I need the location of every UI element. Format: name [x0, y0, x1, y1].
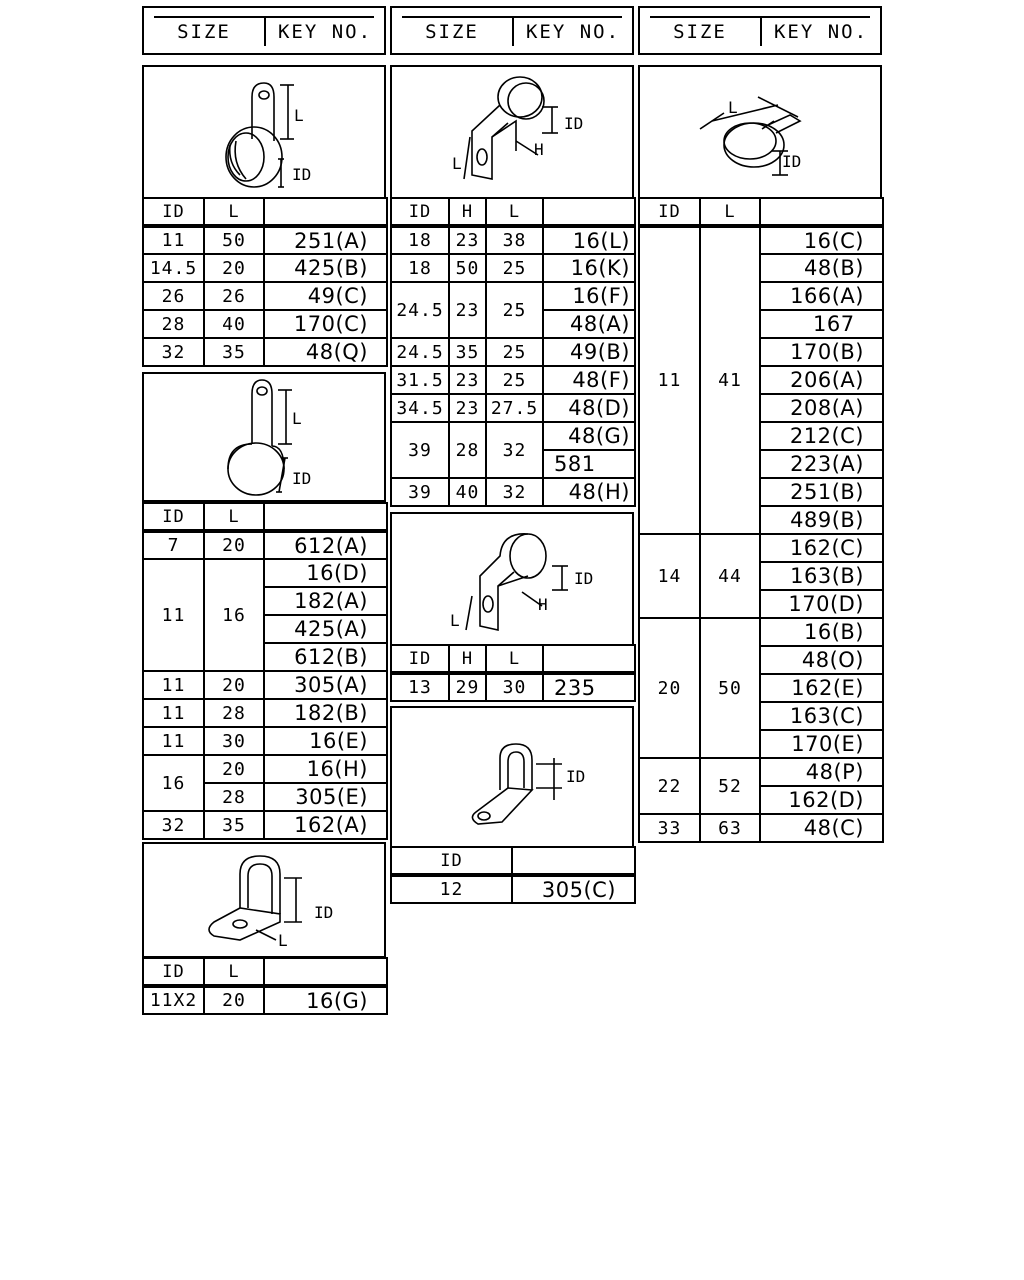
cell-h: 50	[449, 254, 486, 282]
cell-l: 20	[204, 254, 264, 282]
table-row	[143, 727, 387, 755]
cell-key: 425(B)	[264, 254, 387, 282]
cell-id: 11	[143, 699, 204, 727]
cell-key: 170(D)	[760, 590, 883, 618]
cell-key: 48(C)	[760, 814, 883, 842]
cell-key: 16(L)	[543, 226, 635, 254]
cell-l: 25	[486, 366, 543, 394]
cell-l: 38	[486, 226, 543, 254]
cell-key: 170(E)	[760, 730, 883, 758]
cell-key: 16(D)	[264, 559, 387, 587]
col-key	[264, 958, 387, 986]
col-key	[264, 198, 387, 226]
col-l: L	[486, 198, 543, 226]
col-id: ID	[143, 503, 204, 531]
cell-key: 48(F)	[543, 366, 635, 394]
cell-key: 162(E)	[760, 674, 883, 702]
table-row	[391, 282, 635, 310]
coil-clamp-drawing	[144, 67, 388, 201]
cell-l: 32	[486, 478, 543, 506]
cell-id: 39	[391, 422, 449, 478]
table-offset-coil-clamp	[390, 197, 636, 507]
cell-id: 11	[639, 226, 700, 534]
cell-id: 26	[143, 282, 204, 310]
table-row	[143, 671, 387, 699]
cell-key: 162(D)	[760, 786, 883, 814]
col-key	[543, 198, 635, 226]
table-row	[391, 422, 635, 450]
col-h: H	[449, 198, 486, 226]
cell-l: 44	[700, 534, 760, 618]
cell-key: 162(A)	[264, 811, 387, 839]
cell-key: 305(E)	[264, 783, 387, 811]
cell-key: 16(H)	[264, 755, 387, 783]
dim-label-id: ID	[314, 903, 334, 922]
cell-l: 25	[486, 338, 543, 366]
col-key	[543, 645, 635, 673]
cell-l: 27.5	[486, 394, 543, 422]
cell-id: 11	[143, 727, 204, 755]
table-double-clamp	[142, 957, 388, 1015]
table-row	[639, 618, 883, 646]
cell-l: 50	[204, 226, 264, 254]
cell-key: 48(A)	[543, 310, 635, 338]
col-l: L	[486, 645, 543, 673]
table-row	[143, 531, 387, 559]
cell-key: 235	[543, 673, 635, 701]
cell-l: 20	[204, 755, 264, 783]
cell-key: 16(K)	[543, 254, 635, 282]
clamp-diagram-band	[142, 372, 386, 502]
cell-id: 33	[639, 814, 700, 842]
clamp-diagram-double	[142, 842, 386, 958]
cell-key: 48(Q)	[264, 338, 387, 366]
cell-key: 48(D)	[543, 394, 635, 422]
dim-label-l: L	[278, 931, 288, 950]
cell-key: 48(H)	[543, 478, 635, 506]
cell-key: 182(A)	[264, 587, 387, 615]
cell-l: 32	[486, 422, 543, 478]
cell-key: 167	[760, 310, 883, 338]
cell-key: 49(B)	[543, 338, 635, 366]
column-header-row	[391, 847, 635, 875]
offset-band-clamp-drawing	[392, 514, 636, 648]
key-no-label: KEY NO.	[512, 18, 632, 46]
table-row	[391, 478, 635, 506]
cell-id: 31.5	[391, 366, 449, 394]
cell-key: 581	[543, 450, 635, 478]
dim-label-id: ID	[782, 152, 802, 171]
cell-key: 162(C)	[760, 534, 883, 562]
cell-key: 489(B)	[760, 506, 883, 534]
col-l: L	[700, 198, 760, 226]
table-coil-clamp	[142, 197, 388, 367]
table-row	[143, 310, 387, 338]
cell-l: 20	[204, 986, 264, 1014]
cell-l: 40	[204, 310, 264, 338]
table-p-clip	[390, 846, 636, 904]
cell-h: 23	[449, 366, 486, 394]
cell-id: 24.5	[391, 282, 449, 338]
dim-label-id: ID	[292, 469, 312, 488]
table-offset-band-clamp	[390, 644, 636, 702]
key-no-label: KEY NO.	[760, 18, 880, 46]
table-band-clamp	[142, 502, 388, 840]
cell-key: 16(F)	[543, 282, 635, 310]
table-row	[143, 699, 387, 727]
cell-key: 170(B)	[760, 338, 883, 366]
ring-clamp-drawing	[640, 67, 884, 201]
cell-l: 28	[204, 699, 264, 727]
cell-id: 16	[143, 755, 204, 811]
dim-label-l: L	[452, 154, 462, 173]
cell-id: 14.5	[143, 254, 204, 282]
cell-id	[391, 875, 512, 903]
cell-l: 25	[486, 282, 543, 338]
col-id: ID	[639, 198, 700, 226]
cell-l: 50	[700, 618, 760, 758]
cell-h: 35	[449, 338, 486, 366]
cell-key: 49(C)	[264, 282, 387, 310]
p-clip-drawing	[392, 708, 636, 852]
cell-key: 163(C)	[760, 702, 883, 730]
offset-coil-clamp-drawing	[392, 67, 636, 201]
cell-key: 48(O)	[760, 646, 883, 674]
cell-key: 182(B)	[264, 699, 387, 727]
double-clamp-drawing	[144, 844, 388, 960]
header-col2	[390, 6, 634, 55]
table-row	[143, 755, 387, 783]
table-row	[391, 673, 635, 701]
cell-key: 16(C)	[760, 226, 883, 254]
cell-l: 20	[204, 531, 264, 559]
dim-label-id: ID	[574, 569, 594, 588]
table-row	[639, 814, 883, 842]
column-header-row	[143, 958, 387, 986]
cell-key: 208(A)	[760, 394, 883, 422]
table-row	[391, 226, 635, 254]
dim-label-h: H	[534, 140, 544, 159]
size-label: SIZE	[177, 21, 231, 43]
table-row	[143, 986, 387, 1014]
cell-l: 35	[204, 811, 264, 839]
cell-key: 16(G)	[264, 986, 387, 1014]
cell-id: 20	[639, 618, 700, 758]
table-row	[143, 282, 387, 310]
dim-label-h: H	[538, 595, 548, 614]
cell-h: 23	[449, 282, 486, 338]
table-row	[391, 366, 635, 394]
col-key	[760, 198, 883, 226]
cell-id: 18	[391, 254, 449, 282]
table-row	[639, 226, 883, 254]
dim-label-l: L	[294, 106, 304, 125]
cell-key: 305(A)	[264, 671, 387, 699]
cell-id: 7	[143, 531, 204, 559]
cell-id: 34.5	[391, 394, 449, 422]
cell-l: 20	[204, 671, 264, 699]
column-header-row	[143, 198, 387, 226]
cell-l: 30	[204, 727, 264, 755]
header-col3	[638, 6, 882, 55]
cell-h: 29	[449, 673, 486, 701]
clamp-diagram-ring	[638, 65, 882, 199]
cell-key: 612(B)	[264, 643, 387, 671]
cell-key: 251(A)	[264, 226, 387, 254]
size-label: SIZE	[673, 21, 727, 43]
cell-id: 11	[143, 559, 204, 671]
cell-key: 16(E)	[264, 727, 387, 755]
cell-id: 11X2	[143, 986, 204, 1014]
cell-id: 32	[143, 811, 204, 839]
col-id: ID	[143, 198, 204, 226]
cell-l: 16	[204, 559, 264, 671]
dim-label-l: L	[292, 409, 302, 428]
dim-label-l: L	[728, 98, 738, 117]
cell-key: 48(B)	[760, 254, 883, 282]
cell-id: 32	[143, 338, 204, 366]
cell-id: 22	[639, 758, 700, 814]
cell-h: 40	[449, 478, 486, 506]
cell-id-text: 12	[439, 879, 464, 900]
dim-label-id: ID	[566, 767, 586, 786]
cell-id: 24.5	[391, 338, 449, 366]
table-row	[143, 811, 387, 839]
cell-key: 223(A)	[760, 450, 883, 478]
cell-l: 25	[486, 254, 543, 282]
cell-l: 63	[700, 814, 760, 842]
cell-h: 23	[449, 394, 486, 422]
col-key	[264, 503, 387, 531]
cell-l: 30	[486, 673, 543, 701]
table-row	[391, 254, 635, 282]
col-h: H	[449, 645, 486, 673]
table-row	[143, 338, 387, 366]
cell-h: 23	[449, 226, 486, 254]
column-header-row	[391, 645, 635, 673]
cell-id: 39	[391, 478, 449, 506]
cell-key: 163(B)	[760, 562, 883, 590]
table-row	[391, 394, 635, 422]
cell-id: 14	[639, 534, 700, 618]
cell-key: 16(B)	[760, 618, 883, 646]
table-row	[639, 534, 883, 562]
cell-key: 251(B)	[760, 478, 883, 506]
cell-key: 612(A)	[264, 531, 387, 559]
cell-key: 166(A)	[760, 282, 883, 310]
dim-label-id: ID	[564, 114, 584, 133]
clamp-diagram-coil	[142, 65, 386, 199]
clamp-diagram-offset-coil	[390, 65, 634, 199]
col-key	[512, 847, 635, 875]
table-row	[143, 254, 387, 282]
cell-h: 28	[449, 422, 486, 478]
cell-id: 11	[143, 671, 204, 699]
cell-key: 305(C)	[512, 875, 635, 903]
header-col1	[142, 6, 386, 55]
dim-label-l: L	[450, 611, 460, 630]
cell-id: 11	[143, 226, 204, 254]
col-l: L	[204, 503, 264, 531]
size-label: SIZE	[425, 21, 479, 43]
col-id: ID	[391, 847, 512, 875]
cell-id: 18	[391, 226, 449, 254]
cell-l: 28	[204, 783, 264, 811]
col-id: ID	[391, 645, 449, 673]
col-l: L	[204, 958, 264, 986]
table-row	[143, 559, 387, 587]
cell-id: 13	[391, 673, 449, 701]
column-header-row	[639, 198, 883, 226]
cell-l: 52	[700, 758, 760, 814]
clamp-diagram-p-clip	[390, 706, 634, 850]
key-no-label: KEY NO.	[264, 18, 384, 46]
col-id: ID	[143, 958, 204, 986]
cell-key: 170(C)	[264, 310, 387, 338]
band-clamp-drawing	[144, 374, 388, 504]
cell-key: 212(C)	[760, 422, 883, 450]
cell-l: 41	[700, 226, 760, 534]
cell-key: 48(G)	[543, 422, 635, 450]
table-row	[391, 875, 635, 903]
cell-l: 26	[204, 282, 264, 310]
dim-label-id: ID	[292, 165, 312, 184]
cell-key: 425(A)	[264, 615, 387, 643]
table-row	[391, 338, 635, 366]
clamp-diagram-offset-band	[390, 512, 634, 646]
cell-key: 206(A)	[760, 366, 883, 394]
cell-id: 28	[143, 310, 204, 338]
table-ring-clamp	[638, 197, 884, 843]
column-header-row	[391, 198, 635, 226]
col-l: L	[204, 198, 264, 226]
table-row	[639, 758, 883, 786]
column-header-row	[143, 503, 387, 531]
col-id: ID	[391, 198, 449, 226]
cell-key: 48(P)	[760, 758, 883, 786]
table-row	[143, 226, 387, 254]
cell-l: 35	[204, 338, 264, 366]
